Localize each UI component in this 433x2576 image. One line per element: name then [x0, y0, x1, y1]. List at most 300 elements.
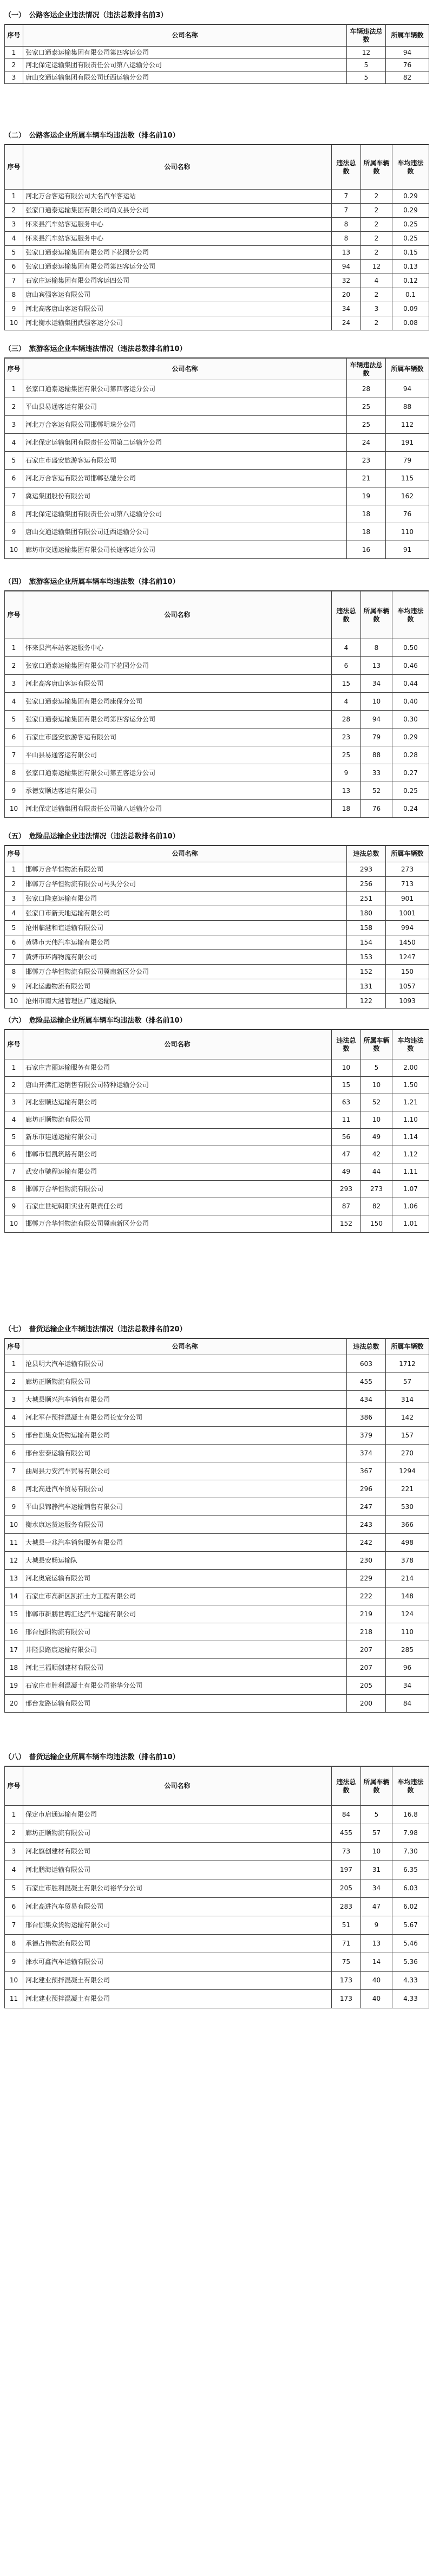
rank-cell: 1: [5, 190, 23, 204]
rank-cell: 6: [5, 260, 23, 274]
rank-cell: 7: [5, 950, 23, 965]
table-row: [5, 416, 429, 434]
value-cell: 24: [347, 434, 386, 452]
value-cell: 42: [361, 1146, 392, 1163]
company-name-cell: 衡水康达货运服务有限公司: [23, 1516, 347, 1534]
value-cell: 901: [386, 892, 429, 906]
value-cell: 0.50: [392, 639, 429, 657]
value-cell: 158: [347, 921, 386, 935]
ranking-table: [4, 145, 429, 330]
company-name-cell: 大城县一兆汽车销售服务有限公司: [23, 1534, 347, 1552]
value-cell: 84: [386, 1695, 429, 1713]
rank-cell: 9: [5, 1498, 23, 1516]
value-cell: 5: [361, 1806, 392, 1824]
value-cell: 2: [361, 316, 392, 330]
value-cell: 9: [361, 1916, 392, 1935]
rank-cell: 4: [5, 1111, 23, 1129]
value-cell: 47: [361, 1898, 392, 1916]
column-header: 所属车辆数: [386, 359, 429, 380]
value-cell: 0.44: [392, 675, 429, 693]
value-cell: 153: [347, 950, 386, 965]
table-row: [5, 1570, 429, 1588]
value-cell: 0.15: [392, 246, 429, 260]
column-header: 所属车辆数: [361, 1767, 392, 1806]
company-name-cell: 张家口通泰运输集团有限公司尚义县分公司: [23, 204, 332, 218]
value-cell: 0.28: [392, 746, 429, 764]
rank-cell: 1: [5, 1806, 23, 1824]
value-cell: 6.35: [392, 1861, 429, 1879]
value-cell: 73: [332, 1843, 361, 1861]
company-name-cell: 怀来县汽车站客运服务中心: [23, 639, 332, 657]
company-name-cell: 石家庄市盛安旅游客运有限公司: [23, 728, 332, 746]
value-cell: 94: [386, 47, 429, 59]
rank-cell: 1: [5, 862, 23, 877]
company-name-cell: 怀来县汽车站客运服务中心: [23, 232, 332, 246]
company-name-cell: 河北保定运输集团有限责任公司第二运输分公司: [23, 434, 347, 452]
value-cell: 367: [347, 1462, 386, 1480]
company-name-cell: 河北万合客运有限公司邯郸弘驰分公司: [23, 470, 347, 487]
rank-cell: 9: [5, 1953, 23, 1972]
value-cell: 150: [386, 965, 429, 979]
column-header: 公司名称: [23, 1030, 332, 1059]
company-name-cell: 沧州市南大港管理区广通运输队: [23, 994, 347, 1009]
value-cell: 0.25: [392, 232, 429, 246]
table-row: [5, 1462, 429, 1480]
value-cell: 0.12: [392, 274, 429, 288]
value-cell: 218: [347, 1623, 386, 1641]
rank-cell: 5: [5, 452, 23, 470]
table-row: [5, 1427, 429, 1445]
rank-cell: 9: [5, 302, 23, 316]
value-cell: 222: [347, 1588, 386, 1605]
table-header-row: [5, 591, 429, 639]
value-cell: 283: [332, 1898, 361, 1916]
rank-cell: 4: [5, 1409, 23, 1427]
rank-cell: 7: [5, 1462, 23, 1480]
table-row: [5, 950, 429, 965]
ranking-table: [4, 1030, 429, 1233]
column-header: 车辆违法总数: [347, 359, 386, 380]
value-cell: 0.08: [392, 316, 429, 330]
value-cell: 47: [332, 1146, 361, 1163]
table-row: [5, 302, 429, 316]
value-cell: 94: [332, 260, 361, 274]
value-cell: 293: [347, 862, 386, 877]
value-cell: 994: [386, 921, 429, 935]
value-cell: 1712: [386, 1355, 429, 1373]
rank-cell: 6: [5, 728, 23, 746]
value-cell: 79: [386, 452, 429, 470]
rank-cell: 6: [5, 1445, 23, 1462]
value-cell: 374: [347, 1445, 386, 1462]
value-cell: 14: [361, 1953, 392, 1972]
rank-cell: 1: [5, 1059, 23, 1077]
value-cell: 5.67: [392, 1916, 429, 1935]
company-name-cell: 河北高客唐山客运有限公司: [23, 302, 332, 316]
column-header: 公司名称: [23, 359, 347, 380]
value-cell: 31: [361, 1861, 392, 1879]
value-cell: 530: [386, 1498, 429, 1516]
value-cell: 1.14: [392, 1129, 429, 1146]
rank-cell: 5: [5, 1129, 23, 1146]
value-cell: 173: [332, 1990, 361, 2008]
value-cell: 94: [386, 380, 429, 398]
value-cell: 1093: [386, 994, 429, 1009]
company-name-cell: 石家庄世纪朝阳实业有限责任公司: [23, 1198, 332, 1215]
value-cell: 1.01: [392, 1215, 429, 1233]
value-cell: 24: [332, 316, 361, 330]
column-header: 所属车辆数: [361, 591, 392, 639]
ranking-table: [4, 1338, 429, 1713]
rank-cell: 3: [5, 416, 23, 434]
ranking-table: [4, 591, 429, 818]
value-cell: 273: [361, 1181, 392, 1198]
table-header-row: [5, 1030, 429, 1059]
table-row: [5, 1111, 429, 1129]
value-cell: 82: [361, 1198, 392, 1215]
value-cell: 229: [347, 1570, 386, 1588]
rank-cell: 3: [5, 675, 23, 693]
company-name-cell: 张家口通泰运输集团有限公司康保分公司: [23, 693, 332, 711]
table-row: [5, 1898, 429, 1916]
table-row: [5, 204, 429, 218]
rank-cell: 7: [5, 487, 23, 505]
value-cell: 2.00: [392, 1059, 429, 1077]
rank-cell: 2: [5, 59, 23, 71]
table-row: [5, 398, 429, 416]
ranking-table: [4, 358, 429, 559]
table-row: [5, 1498, 429, 1516]
table-row: [5, 487, 429, 505]
company-name-cell: 河北保定运输集团有限责任公司第八运输分公司: [23, 59, 347, 71]
company-name-cell: 张家口通泰运输集团有限公司第四客运分公司: [23, 380, 347, 398]
rank-cell: 8: [5, 965, 23, 979]
table-row: [5, 434, 429, 452]
company-name-cell: 张家口通泰运输集团有限公司第四客运分公司: [23, 260, 332, 274]
value-cell: 6.02: [392, 1898, 429, 1916]
rank-cell: 4: [5, 1861, 23, 1879]
value-cell: 13: [361, 1935, 392, 1953]
table-row: [5, 452, 429, 470]
table-row: [5, 316, 429, 330]
section-5: [4, 829, 429, 1009]
company-name-cell: 邢台伽集众货物运输有限公司: [23, 1916, 332, 1935]
rank-cell: 18: [5, 1659, 23, 1677]
company-name-cell: 石家庄市高新区凯拓土方工程有限公司: [23, 1588, 347, 1605]
rank-cell: 4: [5, 434, 23, 452]
value-cell: 207: [347, 1641, 386, 1659]
company-name-cell: 张家口通泰运输集团有限公司第五客运分公司: [23, 764, 332, 782]
value-cell: 162: [386, 487, 429, 505]
company-name-cell: 河北奥宸运输有限公司: [23, 1570, 347, 1588]
value-cell: 2: [361, 232, 392, 246]
value-cell: 1.07: [392, 1181, 429, 1198]
rank-cell: 10: [5, 1215, 23, 1233]
value-cell: 15: [332, 675, 361, 693]
ranking-table: [4, 1766, 429, 2008]
rank-cell: 4: [5, 232, 23, 246]
table-row: [5, 1843, 429, 1861]
rank-cell: 11: [5, 1990, 23, 2008]
table-row: [5, 47, 429, 59]
value-cell: 455: [347, 1373, 386, 1391]
value-cell: 34: [361, 675, 392, 693]
table-row: [5, 1163, 429, 1181]
value-cell: 88: [386, 398, 429, 416]
company-name-cell: 新乐市建通运输有限公司: [23, 1129, 332, 1146]
column-header: 车均违法数: [392, 591, 429, 639]
value-cell: 0.40: [392, 693, 429, 711]
value-cell: 16: [347, 541, 386, 559]
column-header: 序号: [5, 25, 23, 47]
rank-cell: 10: [5, 1516, 23, 1534]
value-cell: 124: [386, 1605, 429, 1623]
value-cell: 32: [332, 274, 361, 288]
value-cell: 1450: [386, 935, 429, 950]
value-cell: 76: [386, 505, 429, 523]
company-name-cell: 石家庄市胜利混凝土有限公司裕华分公司: [23, 1879, 332, 1898]
table-row: [5, 1916, 429, 1935]
value-cell: 34: [332, 302, 361, 316]
value-cell: 13: [332, 246, 361, 260]
rank-cell: 11: [5, 1534, 23, 1552]
value-cell: 386: [347, 1409, 386, 1427]
value-cell: 20: [332, 288, 361, 302]
column-header: 车均违法数: [392, 145, 429, 190]
company-name-cell: 河北高进汽车贸易有限公司: [23, 1898, 332, 1916]
table-row: [5, 232, 429, 246]
rank-cell: 4: [5, 906, 23, 921]
value-cell: 5.36: [392, 1953, 429, 1972]
table-row: [5, 1824, 429, 1843]
company-name-cell: 怀来县汽车站客运服务中心: [23, 218, 332, 232]
company-name-cell: 石家庄吉丽运输服务有限公司: [23, 1059, 332, 1077]
rank-cell: 12: [5, 1552, 23, 1570]
value-cell: 1.21: [392, 1094, 429, 1111]
rank-cell: 8: [5, 1935, 23, 1953]
company-name-cell: 张家口市新天地运输有限公司: [23, 906, 347, 921]
table-row: [5, 1972, 429, 1990]
value-cell: 3: [361, 302, 392, 316]
rank-cell: 1: [5, 639, 23, 657]
company-name-cell: 曲周县力安汽车贸易有限公司: [23, 1462, 347, 1480]
value-cell: 0.30: [392, 711, 429, 728]
section-title: （七） 普货运输企业车辆违法情况（违法总数排名前20）: [4, 1322, 429, 1338]
table-row: [5, 1181, 429, 1198]
value-cell: 56: [332, 1129, 361, 1146]
rank-cell: 19: [5, 1677, 23, 1695]
company-name-cell: 河北高进汽车贸易有限公司: [23, 1480, 347, 1498]
value-cell: 79: [361, 728, 392, 746]
table-row: [5, 639, 429, 657]
company-name-cell: 张家口隆嘉运输有限公司: [23, 892, 347, 906]
company-name-cell: 河北衡水运输集团武强客运分公司: [23, 316, 332, 330]
value-cell: 207: [347, 1659, 386, 1677]
company-name-cell: 河北鹏海运输有限公司: [23, 1861, 332, 1879]
rank-cell: 2: [5, 1077, 23, 1094]
table-row: [5, 541, 429, 559]
table-row: [5, 71, 429, 84]
value-cell: 0.09: [392, 302, 429, 316]
section-title: （八） 普货运输企业所属车辆车均违法数（排名前10）: [4, 1749, 429, 1766]
value-cell: 7: [332, 190, 361, 204]
value-cell: 131: [347, 979, 386, 994]
value-cell: 34: [386, 1677, 429, 1695]
table-row: [5, 1552, 429, 1570]
table-row: [5, 246, 429, 260]
rank-cell: 1: [5, 47, 23, 59]
value-cell: 5: [347, 71, 386, 84]
column-header: 所属车辆数: [386, 25, 429, 47]
company-name-cell: 邢台友路运输有限公司: [23, 1695, 347, 1713]
value-cell: 21: [347, 470, 386, 487]
table-row: [5, 711, 429, 728]
value-cell: 157: [386, 1427, 429, 1445]
rank-cell: 7: [5, 746, 23, 764]
table-row: [5, 892, 429, 906]
company-name-cell: 河北三福顺创建材有限公司: [23, 1659, 347, 1677]
company-name-cell: 邯郸万合华恒物流有限公司: [23, 862, 347, 877]
value-cell: 0.27: [392, 764, 429, 782]
value-cell: 713: [386, 877, 429, 892]
value-cell: 71: [332, 1935, 361, 1953]
rank-cell: 5: [5, 1427, 23, 1445]
table-row: [5, 675, 429, 693]
table-row: [5, 1094, 429, 1111]
rank-cell: 2: [5, 204, 23, 218]
section-8: [4, 1749, 429, 2008]
value-cell: 296: [347, 1480, 386, 1498]
company-name-cell: 保定市启通运输有限公司: [23, 1806, 332, 1824]
table-row: [5, 288, 429, 302]
value-cell: 8: [361, 639, 392, 657]
value-cell: 150: [361, 1215, 392, 1233]
column-header: 违法总数: [332, 591, 361, 639]
value-cell: 75: [332, 1953, 361, 1972]
table-header-row: [5, 25, 429, 47]
company-name-cell: 涞水可鑫汽车运输有限公司: [23, 1953, 332, 1972]
company-name-cell: 邯郸万合华恒物流有限公司冀南新区分公司: [23, 1215, 332, 1233]
value-cell: 0.29: [392, 190, 429, 204]
value-cell: 0.24: [392, 800, 429, 818]
value-cell: 76: [386, 59, 429, 71]
rank-cell: 2: [5, 1373, 23, 1391]
column-header: 公司名称: [23, 145, 332, 190]
table-row: [5, 965, 429, 979]
table-row: [5, 190, 429, 204]
rank-cell: 6: [5, 1146, 23, 1163]
value-cell: 1.12: [392, 1146, 429, 1163]
value-cell: 82: [386, 71, 429, 84]
rank-cell: 9: [5, 523, 23, 541]
table-row: [5, 935, 429, 950]
value-cell: 205: [332, 1879, 361, 1898]
value-cell: 0.25: [392, 218, 429, 232]
table-header-row: [5, 1339, 429, 1355]
column-header: 公司名称: [23, 25, 347, 47]
company-name-cell: 石家庄市胜利混凝土有限公司裕华分公司: [23, 1677, 347, 1695]
value-cell: 16.8: [392, 1806, 429, 1824]
value-cell: 4: [361, 274, 392, 288]
value-cell: 15: [332, 1077, 361, 1094]
value-cell: 8: [332, 232, 361, 246]
section-title: （二） 公路客运企业所属车辆车均违法数（排名前10）: [4, 128, 429, 145]
rank-cell: 5: [5, 921, 23, 935]
column-header: 序号: [5, 145, 23, 190]
company-name-cell: 邯郸万合华恒物流有限公司马头分公司: [23, 877, 347, 892]
company-name-cell: 大城县顺兴汽车销售有限公司: [23, 1391, 347, 1409]
value-cell: 5: [361, 1059, 392, 1077]
value-cell: 2: [361, 288, 392, 302]
rank-cell: 2: [5, 877, 23, 892]
value-cell: 6.03: [392, 1879, 429, 1898]
company-name-cell: 邢台伽集众货物运输有限公司: [23, 1427, 347, 1445]
rank-cell: 6: [5, 470, 23, 487]
value-cell: 40: [361, 1990, 392, 2008]
column-header: 序号: [5, 591, 23, 639]
value-cell: 1057: [386, 979, 429, 994]
company-name-cell: 邢台宏泰运输有限公司: [23, 1445, 347, 1462]
value-cell: 366: [386, 1516, 429, 1534]
company-name-cell: 河北建业预拌混凝土有限公司: [23, 1972, 332, 1990]
rank-cell: 5: [5, 1879, 23, 1898]
value-cell: 87: [332, 1198, 361, 1215]
column-header: 公司名称: [23, 1339, 347, 1355]
company-name-cell: 河北万合客运有限公司邯郸明珠分公司: [23, 416, 347, 434]
ranking-table: [4, 24, 429, 84]
value-cell: 49: [361, 1129, 392, 1146]
value-cell: 10: [361, 1111, 392, 1129]
rank-cell: 9: [5, 782, 23, 800]
company-name-cell: 河北保定运输集团有限责任公司第八运输分公司: [23, 505, 347, 523]
value-cell: 1247: [386, 950, 429, 965]
value-cell: 9: [332, 764, 361, 782]
section-title: （四） 旅游客运企业所属车辆车均违法数（排名前10）: [4, 574, 429, 591]
rank-cell: 9: [5, 1198, 23, 1215]
value-cell: 19: [347, 487, 386, 505]
value-cell: 25: [332, 746, 361, 764]
table-row: [5, 862, 429, 877]
company-name-cell: 平山县易通客运有限公司: [23, 398, 347, 416]
rank-cell: 8: [5, 1480, 23, 1498]
table-row: [5, 1445, 429, 1462]
value-cell: 25: [347, 416, 386, 434]
table-row: [5, 260, 429, 274]
company-name-cell: 张家口通泰运输集团有限公司第四客运公司: [23, 47, 347, 59]
value-cell: 230: [347, 1552, 386, 1570]
value-cell: 23: [332, 728, 361, 746]
value-cell: 13: [361, 657, 392, 675]
rank-cell: 6: [5, 1898, 23, 1916]
table-row: [5, 1409, 429, 1427]
value-cell: 40: [361, 1972, 392, 1990]
value-cell: 0.29: [392, 728, 429, 746]
rank-cell: 2: [5, 1824, 23, 1843]
value-cell: 5.46: [392, 1935, 429, 1953]
column-header: 所属车辆数: [361, 1030, 392, 1059]
value-cell: 214: [386, 1570, 429, 1588]
table-row: [5, 877, 429, 892]
value-cell: 10: [361, 1843, 392, 1861]
value-cell: 0.46: [392, 657, 429, 675]
value-cell: 152: [332, 1215, 361, 1233]
table-row: [5, 1077, 429, 1094]
value-cell: 12: [361, 260, 392, 274]
rank-cell: 3: [5, 1843, 23, 1861]
value-cell: 12: [347, 47, 386, 59]
rank-cell: 3: [5, 71, 23, 84]
column-header: 违法总数: [332, 1767, 361, 1806]
